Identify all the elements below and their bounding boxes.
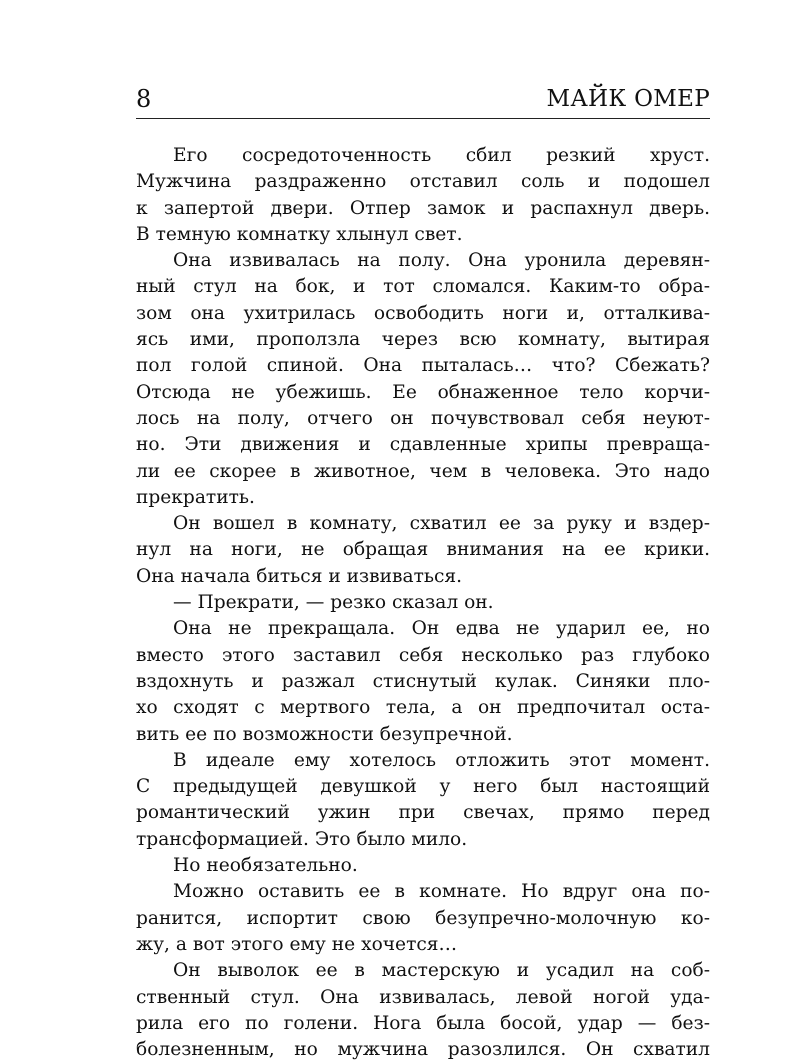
text-line: болезненным, но мужчина разозлился. Он схватил: [136, 1039, 710, 1061]
text-line: В темную комнатку хлынул свет.: [136, 223, 463, 245]
text-line: зом она ухитрилась освободить ноги и, отталкива-: [136, 302, 710, 324]
text-line: вместо этого заставил себя несколько раз глубоко: [136, 644, 710, 666]
text-line: Она извивалась на полу. Она уронила деревян-: [173, 250, 710, 272]
text-line: Но необязательно.: [173, 855, 358, 877]
text-line: к запертой двери. Отпер замок и распахнул дверь.: [136, 197, 710, 219]
text-line: С предыдущей девушкой у него был настоящий: [136, 776, 710, 798]
text-line: рила его по голени. Нога была босой, удар — без-: [136, 1012, 710, 1034]
text-line: Мужчина раздраженно отставил соль и подошел: [136, 171, 710, 193]
text-line: ли ее скорее в животное, чем в человека. Это надо: [136, 460, 710, 482]
text-line: Он вошел в комнату, схватил ее за руку и вздер-: [173, 513, 710, 535]
text-line: пол голой спиной. Она пыталась… что? Сбежать?: [136, 355, 710, 377]
text-line: ственный стул. Она извивалась, левой ногой уда-: [136, 986, 710, 1008]
text-line: В идеале ему хотелось отложить этот момент.: [173, 749, 710, 771]
text-line: вить ее по возможности безупречной.: [136, 723, 513, 745]
body-text: [136, 143, 710, 1063]
text-line: Его сосредоточенность сбил резкий хруст.: [173, 145, 710, 166]
text-line: прекратить.: [136, 486, 255, 508]
text-line: ясь ими, проползла через всю комнату, вытирая: [136, 329, 710, 351]
page-number: 8: [136, 85, 152, 113]
text-line: Он выволок ее в мастерскую и усадил на соб-: [173, 960, 710, 982]
text-line: лось на полу, отчего он почувствовал себя неуют-: [136, 407, 710, 429]
text-line: — Прекрати, — резко сказал он.: [173, 592, 494, 614]
text-line: ранится, испортит свою безупречно-молочную ко-: [136, 907, 710, 929]
text-line: трансформацией. Это было мило.: [136, 828, 468, 850]
book-author: МАЙК ОМЕР: [546, 86, 710, 112]
text-line: нул на ноги, не обращая внимания на ее крики.: [136, 539, 710, 561]
text-line: романтический ужин при свечах, прямо перед: [136, 802, 710, 824]
text-line: хо сходят с мертвого тела, а он предпочитал оста-: [136, 697, 710, 719]
text-line: Она начала биться и извиваться.: [136, 565, 463, 587]
text-line: но. Эти движения и сдавленные хрипы превраща-: [136, 434, 710, 456]
text-line: Отсюда не убежишь. Ее обнаженное тело корчи-: [136, 381, 710, 403]
text-line: вздохнуть и разжал стиснутый кулак. Синяки пло-: [136, 670, 710, 692]
text-line: Она не прекращала. Он едва не ударил ее, но: [173, 618, 710, 640]
text-line: ный стул на бок, и тот сломался. Каким-то обра-: [136, 276, 710, 298]
text-line: жу, а вот этого ему не хочется…: [136, 933, 458, 955]
text-line: Можно оставить ее в комнате. Но вдруг она по-: [173, 881, 710, 903]
running-header: [136, 84, 710, 119]
